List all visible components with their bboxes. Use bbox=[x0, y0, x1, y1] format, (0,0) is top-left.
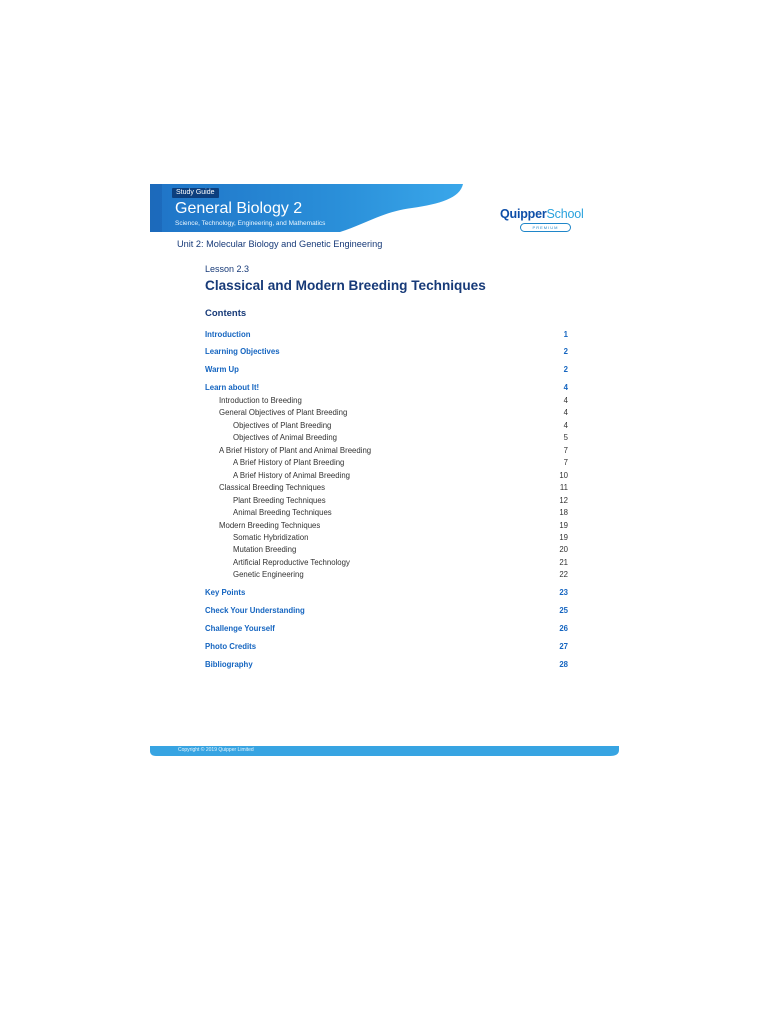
toc-entry-page-number: 28 bbox=[559, 660, 568, 669]
toc-entry-label[interactable]: A Brief History of Plant and Animal Breeding bbox=[219, 446, 372, 455]
course-subtitle: Science, Technology, Engineering, and Mathematics bbox=[175, 220, 326, 227]
toc-entry-label[interactable]: Challenge Yourself bbox=[205, 624, 275, 633]
toc-entry-page-number: 10 bbox=[559, 471, 568, 480]
toc-entry[interactable] bbox=[150, 382, 619, 394]
toc-entry-page-number: 1 bbox=[563, 330, 568, 339]
toc-entry-page-number: 4 bbox=[563, 396, 568, 405]
toc-entry[interactable] bbox=[150, 407, 619, 419]
unit-heading: Unit 2: Molecular Biology and Genetic Engineering bbox=[177, 239, 383, 249]
toc-entry-page-number: 22 bbox=[559, 570, 568, 579]
toc-entry-page-number: 18 bbox=[559, 508, 568, 517]
toc-entry[interactable] bbox=[150, 482, 619, 494]
toc-entry-page-number: 23 bbox=[559, 588, 568, 597]
toc-entry-page-number: 7 bbox=[563, 458, 568, 467]
toc-entry-label[interactable]: Introduction bbox=[205, 330, 251, 339]
contents-heading: Contents bbox=[205, 308, 247, 319]
toc-entry[interactable] bbox=[150, 520, 619, 532]
toc-entry-page-number: 19 bbox=[559, 533, 568, 542]
study-guide-tag: Study Guide bbox=[172, 188, 219, 198]
toc-entry[interactable] bbox=[150, 445, 619, 457]
toc-entry[interactable] bbox=[150, 605, 619, 617]
toc-entry-label[interactable]: Learning Objectives bbox=[205, 347, 280, 356]
toc-entry-label[interactable]: Introduction to Breeding bbox=[219, 396, 302, 405]
document-page bbox=[150, 184, 619, 757]
toc-entry-page-number: 12 bbox=[559, 496, 568, 505]
table-of-contents bbox=[150, 184, 619, 757]
toc-entry-label[interactable]: Classical Breeding Techniques bbox=[219, 483, 326, 492]
toc-entry-label[interactable]: Key Points bbox=[205, 588, 246, 597]
toc-entry-page-number: 4 bbox=[563, 383, 568, 392]
toc-entry-label[interactable]: Mutation Breeding bbox=[233, 545, 297, 554]
toc-entry-label[interactable]: Warm Up bbox=[205, 365, 239, 374]
lesson-title: Classical and Modern Breeding Techniques bbox=[205, 278, 486, 293]
toc-entry[interactable] bbox=[150, 569, 619, 581]
toc-entry-page-number: 4 bbox=[563, 408, 568, 417]
logo-secondary-text: School bbox=[546, 207, 584, 221]
toc-entry-page-number: 7 bbox=[563, 446, 568, 455]
toc-entry[interactable] bbox=[150, 507, 619, 519]
toc-entry-label[interactable]: Check Your Understanding bbox=[205, 606, 305, 615]
toc-entry-page-number: 11 bbox=[559, 483, 568, 492]
toc-entry-page-number: 2 bbox=[563, 365, 568, 374]
toc-entry-label[interactable]: Plant Breeding Techniques bbox=[233, 496, 326, 505]
toc-entry[interactable] bbox=[150, 457, 619, 469]
toc-entry-page-number: 2 bbox=[563, 347, 568, 356]
toc-entry[interactable] bbox=[150, 432, 619, 444]
toc-entry-label[interactable]: Learn about It! bbox=[205, 383, 260, 392]
toc-entry-label[interactable]: Objectives of Plant Breeding bbox=[233, 421, 332, 430]
toc-entry[interactable] bbox=[150, 557, 619, 569]
logo-primary-text: Quipper bbox=[500, 207, 547, 221]
toc-entry[interactable] bbox=[150, 623, 619, 635]
toc-entry-label[interactable]: Artificial Reproductive Technology bbox=[233, 558, 350, 567]
footer-bar bbox=[150, 746, 619, 757]
toc-entry-page-number: 5 bbox=[563, 433, 568, 442]
lesson-number: Lesson 2.3 bbox=[205, 264, 250, 274]
toc-entry-label[interactable]: Genetic Engineering bbox=[233, 570, 304, 579]
toc-entry[interactable] bbox=[150, 470, 619, 482]
toc-entry-label[interactable]: Somatic Hybridization bbox=[233, 533, 309, 542]
toc-entry-page-number: 25 bbox=[559, 606, 568, 615]
toc-entry-page-number: 19 bbox=[559, 521, 568, 530]
toc-entry-label[interactable]: A Brief History of Plant Breeding bbox=[233, 458, 345, 467]
toc-entry-page-number: 27 bbox=[559, 642, 568, 651]
toc-entry-page-number: 20 bbox=[559, 545, 568, 554]
course-title: General Biology 2 bbox=[175, 200, 303, 217]
toc-entry[interactable] bbox=[150, 659, 619, 671]
toc-entry-label[interactable]: Bibliography bbox=[205, 660, 253, 669]
toc-entry[interactable] bbox=[150, 532, 619, 544]
premium-badge: PREMIUM bbox=[520, 223, 571, 232]
toc-entry[interactable] bbox=[150, 395, 619, 407]
toc-entry[interactable] bbox=[150, 420, 619, 432]
toc-entry[interactable] bbox=[150, 641, 619, 653]
toc-entry-label[interactable]: Modern Breeding Techniques bbox=[219, 521, 321, 530]
toc-entry-page-number: 26 bbox=[559, 624, 568, 633]
toc-entry[interactable] bbox=[150, 544, 619, 556]
toc-entry[interactable] bbox=[150, 587, 619, 599]
toc-entry-label[interactable]: Photo Credits bbox=[205, 642, 257, 651]
toc-entry[interactable] bbox=[150, 495, 619, 507]
toc-entry-page-number: 21 bbox=[559, 558, 568, 567]
toc-entry[interactable] bbox=[150, 364, 619, 376]
copyright-text: Copyright © 2019 Quipper Limited bbox=[178, 747, 254, 753]
toc-entry[interactable] bbox=[150, 346, 619, 358]
toc-entry-label[interactable]: A Brief History of Animal Breeding bbox=[233, 471, 351, 480]
toc-entry-label[interactable]: Animal Breeding Techniques bbox=[233, 508, 332, 517]
toc-entry-label[interactable]: General Objectives of Plant Breeding bbox=[219, 408, 348, 417]
toc-entry[interactable] bbox=[150, 329, 619, 341]
toc-entry-page-number: 4 bbox=[563, 421, 568, 430]
toc-entry-label[interactable]: Objectives of Animal Breeding bbox=[233, 433, 338, 442]
